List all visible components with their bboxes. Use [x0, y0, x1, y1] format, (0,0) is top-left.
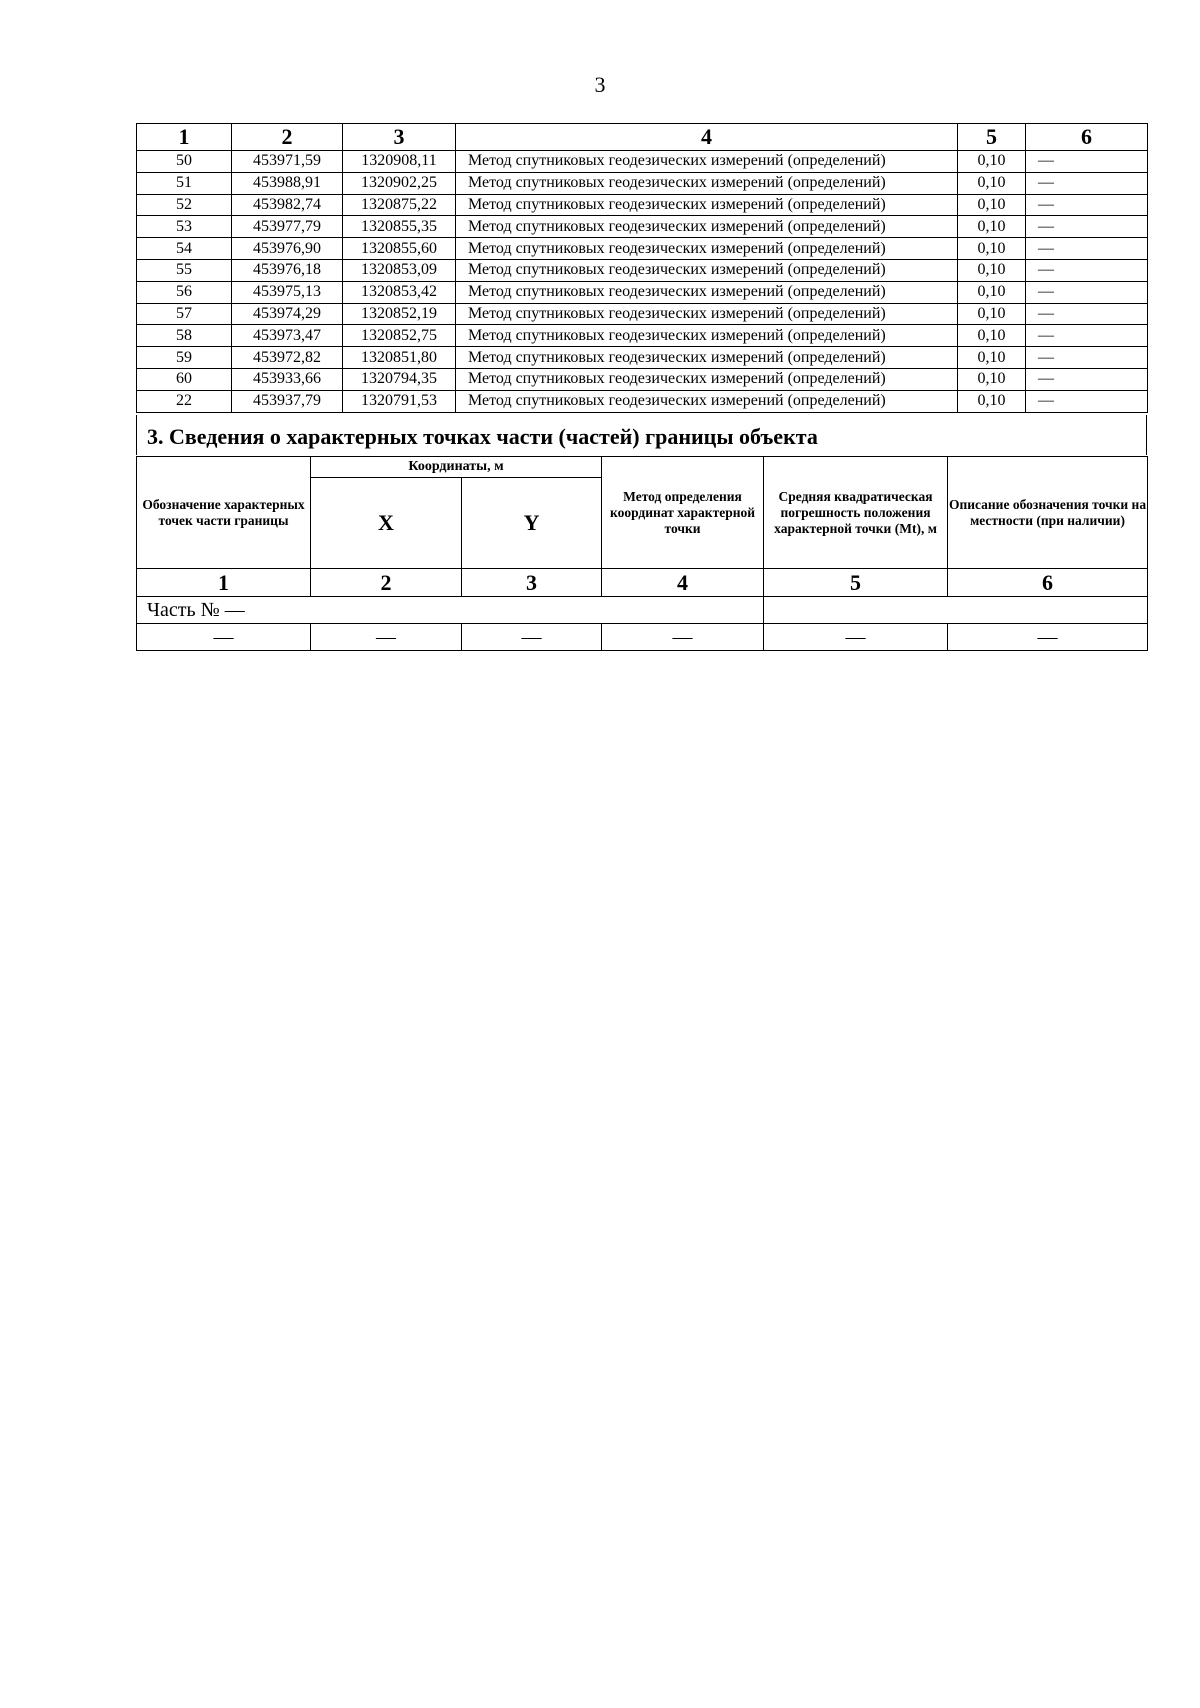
coordinate-x: 453975,13 [232, 281, 343, 303]
column-number: 2 [232, 124, 343, 151]
point-number: 52 [137, 194, 232, 216]
point-number: 57 [137, 303, 232, 325]
coordinate-y: 1320794,35 [343, 368, 456, 390]
description-cell: — [1026, 390, 1148, 412]
header-y: Y [462, 478, 602, 569]
header-method: Метод определения координат характерной точки [602, 457, 764, 569]
method-cell: Метод спутниковых геодезических измерений (определений) [456, 259, 958, 281]
accuracy-cell: 0,10 [958, 194, 1026, 216]
coordinate-y: 1320852,75 [343, 325, 456, 347]
method-cell: Метод спутниковых геодезических измерений (определений) [456, 151, 958, 173]
empty-cell: — [462, 624, 602, 651]
empty-cell: — [764, 624, 948, 651]
description-cell: — [1026, 151, 1148, 173]
accuracy-cell: 0,10 [958, 172, 1026, 194]
method-cell: Метод спутниковых геодезических измерений (определений) [456, 390, 958, 412]
method-cell: Метод спутниковых геодезических измерений (определений) [456, 347, 958, 369]
accuracy-cell: 0,10 [958, 281, 1026, 303]
accuracy-cell: 0,10 [958, 259, 1026, 281]
table-row [137, 281, 1148, 303]
description-cell: — [1026, 238, 1148, 260]
accuracy-cell: 0,10 [958, 347, 1026, 369]
description-cell: — [1026, 216, 1148, 238]
page-number: 3 [594, 72, 606, 97]
table-row [137, 325, 1148, 347]
table-row [137, 303, 1148, 325]
coordinate-x: 453988,91 [232, 172, 343, 194]
column-number: 6 [948, 569, 1148, 597]
column-number: 4 [602, 569, 764, 597]
part-empty-cell [764, 597, 1148, 624]
coordinate-y: 1320853,09 [343, 259, 456, 281]
column-number: 2 [311, 569, 462, 597]
description-cell: — [1026, 259, 1148, 281]
header-designation: Обозначение характерных точек части границы [137, 457, 311, 569]
coordinate-x: 453976,18 [232, 259, 343, 281]
method-cell: Метод спутниковых геодезических измерений (определений) [456, 238, 958, 260]
point-number: 56 [137, 281, 232, 303]
coordinate-x: 453972,82 [232, 347, 343, 369]
column-number-row [137, 569, 1148, 597]
coordinate-y: 1320855,35 [343, 216, 456, 238]
table-row [137, 194, 1148, 216]
point-number: 58 [137, 325, 232, 347]
part-boundary-points-table [136, 456, 1148, 651]
table-header-row [137, 124, 1148, 151]
boundary-points-table [136, 123, 1148, 413]
point-number: 53 [137, 216, 232, 238]
point-number: 54 [137, 238, 232, 260]
table-row [137, 151, 1148, 173]
coordinate-y: 1320902,25 [343, 172, 456, 194]
coordinate-y: 1320851,80 [343, 347, 456, 369]
empty-cell: — [948, 624, 1148, 651]
coordinate-x: 453933,66 [232, 368, 343, 390]
point-number: 51 [137, 172, 232, 194]
coordinate-y: 1320852,19 [343, 303, 456, 325]
column-number: 6 [1026, 124, 1148, 151]
description-cell: — [1026, 325, 1148, 347]
coordinate-y: 1320908,11 [343, 151, 456, 173]
header-x: X [311, 478, 462, 569]
empty-cell: — [602, 624, 764, 651]
method-cell: Метод спутниковых геодезических измерений (определений) [456, 368, 958, 390]
column-number: 1 [137, 124, 232, 151]
section-title: 3. Сведения о характерных точках части (частей) границы объекта [136, 415, 1147, 455]
column-number: 1 [137, 569, 311, 597]
empty-cell: — [137, 624, 311, 651]
coordinate-y: 1320853,42 [343, 281, 456, 303]
table-row [137, 259, 1148, 281]
description-cell: — [1026, 281, 1148, 303]
coordinate-y: 1320875,22 [343, 194, 456, 216]
table-row [137, 347, 1148, 369]
description-cell: — [1026, 368, 1148, 390]
coordinate-x: 453977,79 [232, 216, 343, 238]
header-coordinates: Координаты, м [311, 457, 602, 478]
point-number: 59 [137, 347, 232, 369]
point-number: 50 [137, 151, 232, 173]
description-cell: — [1026, 194, 1148, 216]
table-row [137, 624, 1148, 651]
table-header-row [137, 457, 1148, 478]
table-row [137, 368, 1148, 390]
description-cell: — [1026, 172, 1148, 194]
accuracy-cell: 0,10 [958, 325, 1026, 347]
coordinate-x: 453937,79 [232, 390, 343, 412]
method-cell: Метод спутниковых геодезических измерений (определений) [456, 172, 958, 194]
coordinate-x: 453976,90 [232, 238, 343, 260]
method-cell: Метод спутниковых геодезических измерений (определений) [456, 216, 958, 238]
column-number: 5 [764, 569, 948, 597]
coordinate-x: 453982,74 [232, 194, 343, 216]
accuracy-cell: 0,10 [958, 216, 1026, 238]
table-row [137, 390, 1148, 412]
part-label: Часть № — [137, 597, 764, 624]
method-cell: Метод спутниковых геодезических измерений (определений) [456, 281, 958, 303]
point-number: 55 [137, 259, 232, 281]
column-number: 5 [958, 124, 1026, 151]
coordinate-x: 453971,59 [232, 151, 343, 173]
table-row [137, 238, 1148, 260]
header-accuracy: Средняя квадратическая погрешность положения характерной точки (Mt), м [764, 457, 948, 569]
coordinate-y: 1320791,53 [343, 390, 456, 412]
column-number: 3 [462, 569, 602, 597]
coordinate-y: 1320855,60 [343, 238, 456, 260]
method-cell: Метод спутниковых геодезических измерений (определений) [456, 325, 958, 347]
column-number: 4 [456, 124, 958, 151]
description-cell: — [1026, 303, 1148, 325]
column-number: 3 [343, 124, 456, 151]
method-cell: Метод спутниковых геодезических измерений (определений) [456, 194, 958, 216]
coordinate-x: 453973,47 [232, 325, 343, 347]
table-row [137, 216, 1148, 238]
coordinate-x: 453974,29 [232, 303, 343, 325]
part-row [137, 597, 1148, 624]
point-number: 22 [137, 390, 232, 412]
table-row [137, 172, 1148, 194]
description-cell: — [1026, 347, 1148, 369]
accuracy-cell: 0,10 [958, 238, 1026, 260]
header-description: Описание обозначения точки на местности (при наличии) [948, 457, 1148, 569]
accuracy-cell: 0,10 [958, 390, 1026, 412]
accuracy-cell: 0,10 [958, 151, 1026, 173]
accuracy-cell: 0,10 [958, 303, 1026, 325]
accuracy-cell: 0,10 [958, 368, 1026, 390]
point-number: 60 [137, 368, 232, 390]
method-cell: Метод спутниковых геодезических измерений (определений) [456, 303, 958, 325]
empty-cell: — [311, 624, 462, 651]
